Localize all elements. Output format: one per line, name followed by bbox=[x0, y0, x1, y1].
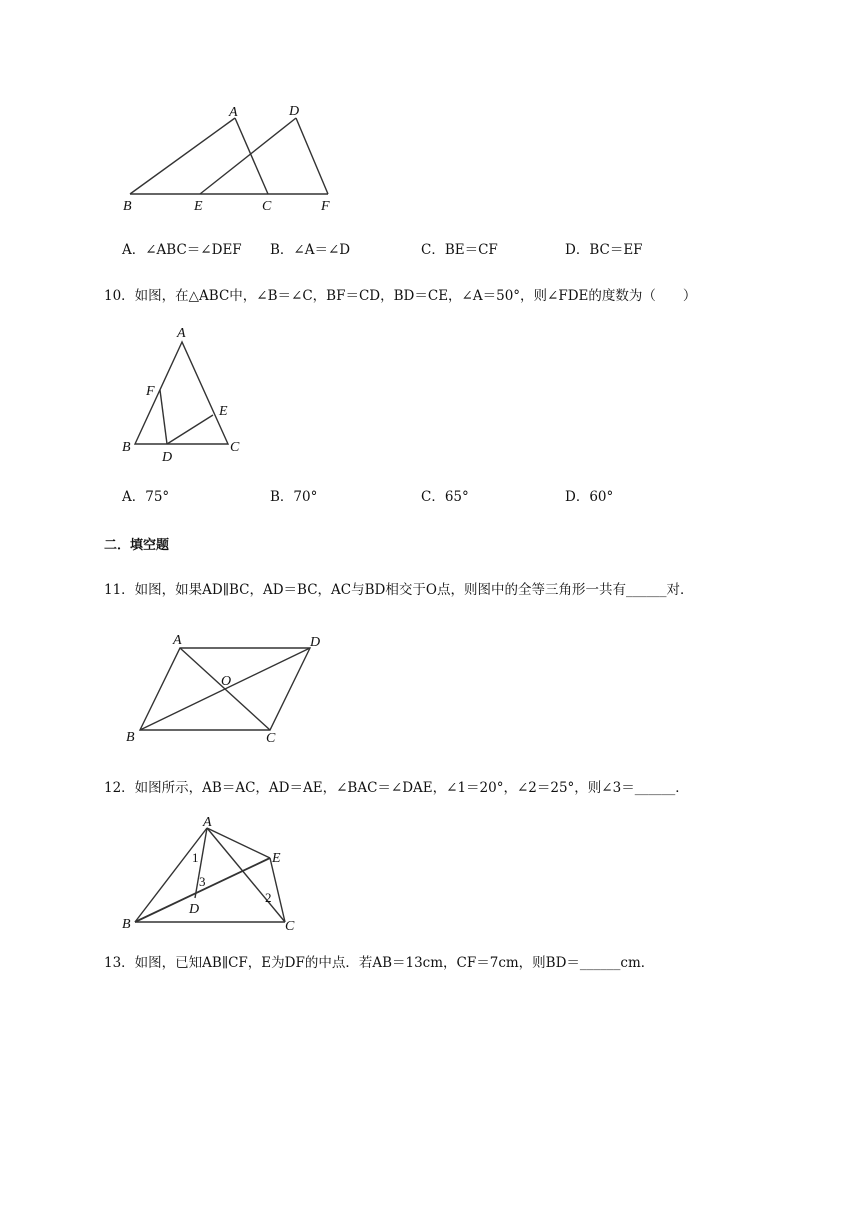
label-b: B bbox=[122, 917, 131, 932]
segment-ba bbox=[130, 118, 235, 194]
label-a: A bbox=[229, 105, 238, 120]
q9-option-b: B．∠A＝∠D bbox=[270, 242, 351, 258]
segment-ac bbox=[235, 118, 268, 194]
label-e: E bbox=[194, 199, 203, 214]
q11-figure bbox=[120, 630, 330, 750]
angle-label-3: 3 bbox=[199, 874, 206, 889]
q9-option-c: C．BE＝CF bbox=[421, 242, 498, 258]
q10-option-a: A．75° bbox=[122, 489, 170, 505]
label-b: B bbox=[123, 199, 132, 214]
segment-de bbox=[167, 415, 213, 444]
q9-option-a: A．∠ABC＝∠DEF bbox=[122, 242, 242, 258]
angle-label-1: 1 bbox=[192, 850, 199, 865]
label-a: A bbox=[203, 815, 212, 830]
label-d: D bbox=[189, 902, 200, 917]
q10-option-b: B．70° bbox=[270, 489, 318, 505]
q10-option-c: C．65° bbox=[421, 489, 469, 505]
label-c: C bbox=[285, 919, 295, 934]
label-e: E bbox=[272, 851, 281, 866]
q10-figure bbox=[115, 320, 255, 470]
label-a: A bbox=[177, 326, 186, 341]
label-b: B bbox=[122, 440, 131, 455]
label-c: C bbox=[266, 731, 276, 746]
label-e: E bbox=[219, 404, 228, 419]
label-c: C bbox=[230, 440, 240, 455]
label-o: O bbox=[221, 674, 232, 689]
segment-ed bbox=[200, 118, 296, 194]
label-f: F bbox=[146, 384, 155, 399]
q10-option-d: D．60° bbox=[565, 489, 614, 505]
section-heading: 二．填空题 bbox=[104, 538, 170, 553]
segment-df bbox=[296, 118, 328, 194]
q10-question-text: 10．如图，在△ABC中，∠B＝∠C，BF＝CD，BD＝CE，∠A＝50°，则∠FDE的度数为（ ） bbox=[104, 288, 697, 304]
segment-ae bbox=[207, 828, 270, 858]
q12-question-text: 12．如图所示，AB＝AC，AD＝AE，∠BAC＝∠DAE，∠1＝20°，∠2＝25°，则∠3＝______． bbox=[104, 780, 689, 796]
label-c: C bbox=[262, 199, 272, 214]
q12-figure bbox=[115, 810, 315, 935]
q11-question-text: 11．如图，如果AD∥BC，AD＝BC，AC与BD相交于O点，则图中的全等三角形一共有______对． bbox=[104, 582, 694, 598]
diagonal-bd bbox=[140, 648, 310, 730]
q13-question-text: 13．如图，已知AB∥CF，E为DF的中点．若AB＝13cm，CF＝7cm，则BD＝______cm． bbox=[104, 955, 655, 971]
label-f: F bbox=[321, 199, 330, 214]
segment-fd bbox=[160, 390, 167, 444]
label-d: D bbox=[310, 635, 321, 650]
label-d: D bbox=[289, 104, 300, 119]
angle-label-2: 2 bbox=[265, 890, 272, 905]
label-b: B bbox=[126, 730, 135, 745]
q9-figure bbox=[110, 100, 360, 220]
label-a: A bbox=[173, 633, 182, 648]
q9-option-d: D．BC＝EF bbox=[565, 242, 643, 258]
label-d: D bbox=[162, 450, 173, 465]
segment-be bbox=[135, 858, 270, 922]
